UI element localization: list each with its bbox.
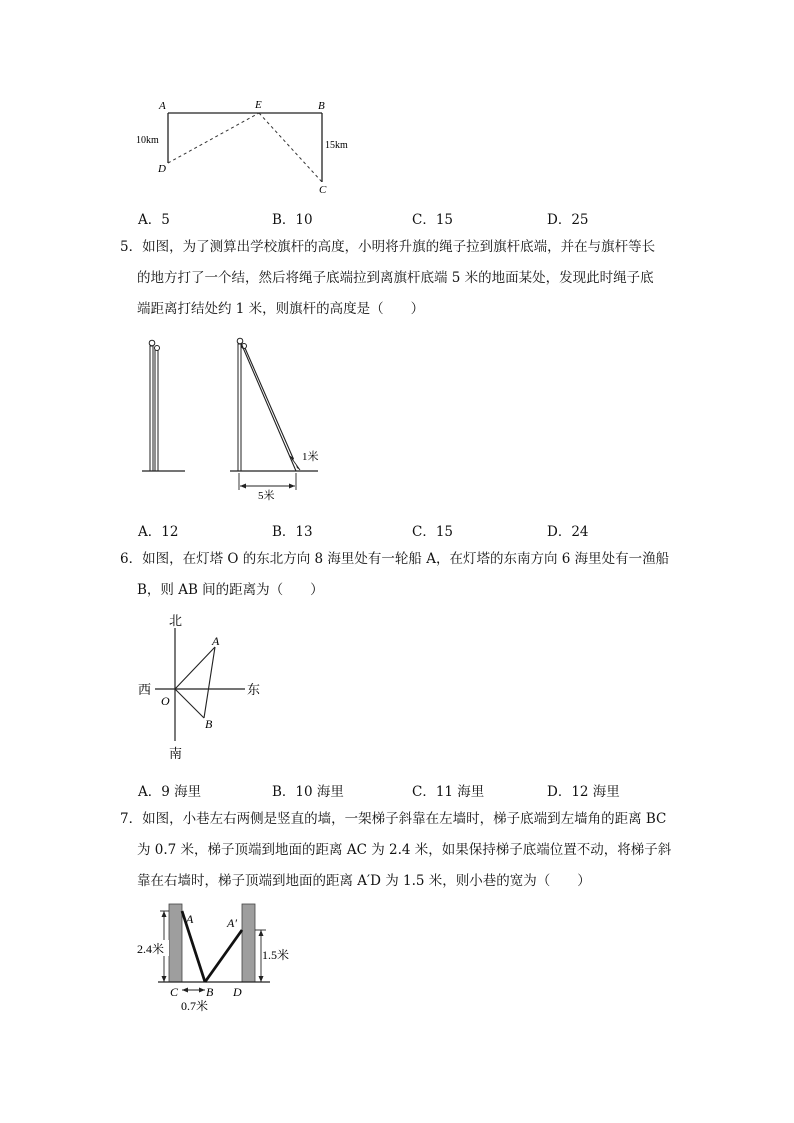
label-c: C <box>319 184 327 196</box>
q6-option-b[interactable]: B．10 海里 <box>272 784 344 800</box>
label-a: A <box>186 912 194 926</box>
q6-option-a[interactable]: A．9 海里 <box>138 784 202 800</box>
label-d: D <box>233 985 242 999</box>
dim-left-arrow-bottom <box>162 976 167 982</box>
dim-right-arrow-bottom <box>259 976 264 982</box>
flagpole-right <box>238 344 241 471</box>
segment-ab <box>204 647 215 718</box>
rope-from-top <box>241 343 296 471</box>
label-left-height: 2.4米 <box>137 942 165 956</box>
label-d: D <box>158 163 166 175</box>
label-a: A <box>212 634 220 648</box>
q5-option-b[interactable]: B．13 <box>272 524 313 540</box>
label-b: B <box>206 985 214 999</box>
flagpole-left <box>150 346 153 471</box>
label-rope-gap: 1米 <box>302 451 319 463</box>
q5-line-2: 的地方打了一个结，然后将绳子底端拉到离旗杆底端 5 米的地面某处，发现此时绳子底 <box>137 270 654 286</box>
q5-option-d[interactable]: D．24 <box>547 524 589 540</box>
label-a-prime: A′ <box>227 916 237 930</box>
label-b: B <box>205 717 213 731</box>
dim-right-arrow-top <box>259 930 264 936</box>
label-ad-length: 10km <box>136 135 159 146</box>
label-east: 东 <box>247 682 261 697</box>
label-south: 南 <box>169 746 183 761</box>
label-bottom: 0.7米 <box>181 999 209 1013</box>
label-o: O <box>161 694 170 708</box>
q5-line-1: 5．如图，为了测算出学校旗杆的高度，小明将升旗的绳子拉到旗杆底端，并在与旗杆等长 <box>120 239 656 255</box>
q7-line-1: 7．如图，小巷左右两侧是竖直的墙，一架梯子斜靠在左墙时，梯子底端到左墙角的距离 BC <box>120 811 667 827</box>
right-wall <box>242 904 255 982</box>
q4-option-a[interactable]: A．5 <box>138 212 170 228</box>
q4-option-c[interactable]: C．15 <box>412 212 454 228</box>
dim-bottom-arrow-left <box>182 988 188 993</box>
figure-q6 <box>130 608 280 766</box>
q5-option-a[interactable]: A．12 <box>138 524 179 540</box>
flagpole-left-knot <box>155 346 160 351</box>
figure-q7 <box>130 897 310 1017</box>
q4-option-d[interactable]: D．25 <box>547 212 589 228</box>
q5-line-3: 端距离打结处约 1 米，则旗杆的高度是（ ） <box>137 301 425 317</box>
flagpole-right-top <box>237 338 243 344</box>
dim-ground-arrow-right <box>289 484 295 489</box>
q6-line-2: B，则 AB 间的距离为（ ） <box>137 582 324 598</box>
label-c: C <box>170 985 179 999</box>
label-north: 北 <box>169 613 183 628</box>
q6-option-d[interactable]: D．12 海里 <box>547 784 620 800</box>
rope-to-knot <box>245 348 293 458</box>
label-west: 西 <box>138 682 152 697</box>
q6-option-c[interactable]: C．11 海里 <box>412 784 485 800</box>
segment-ec <box>259 113 322 182</box>
label-ground-dist: 5米 <box>258 490 275 502</box>
dim-bottom-arrow-right <box>199 988 205 993</box>
label-e: E <box>255 99 262 111</box>
q5-option-c[interactable]: C．15 <box>412 524 454 540</box>
ladder-right <box>205 930 242 982</box>
figure-q5 <box>130 332 340 507</box>
flagpole-left-rope <box>155 350 158 471</box>
label-bc-length: 15km <box>325 140 348 151</box>
q4-option-b[interactable]: B．10 <box>272 212 313 228</box>
q6-line-1: 6．如图，在灯塔 O 的东北方向 8 海里处有一轮船 A，在灯塔的东南方向 6 海里处有一渔船 <box>120 551 670 567</box>
left-wall <box>169 904 182 982</box>
label-right-height: 1.5米 <box>262 948 290 962</box>
label-a: A <box>159 100 166 112</box>
segment-de <box>168 113 259 163</box>
q7-line-3: 靠在右墙时，梯子顶端到地面的距离 A′D 为 1.5 米，则小巷的宽为（ ） <box>137 873 591 889</box>
label-b: B <box>318 100 325 112</box>
q7-line-2: 为 0.7 米，梯子顶端到地面的距离 AC 为 2.4 米，如果保持梯子底端位置不动，将梯子斜 <box>137 842 672 858</box>
flagpole-left-top <box>149 340 155 346</box>
dim-left-arrow-top <box>162 911 167 917</box>
dim-ground-arrow-left <box>240 484 246 489</box>
segment-ob <box>175 689 204 718</box>
figure-q4 <box>130 95 370 200</box>
